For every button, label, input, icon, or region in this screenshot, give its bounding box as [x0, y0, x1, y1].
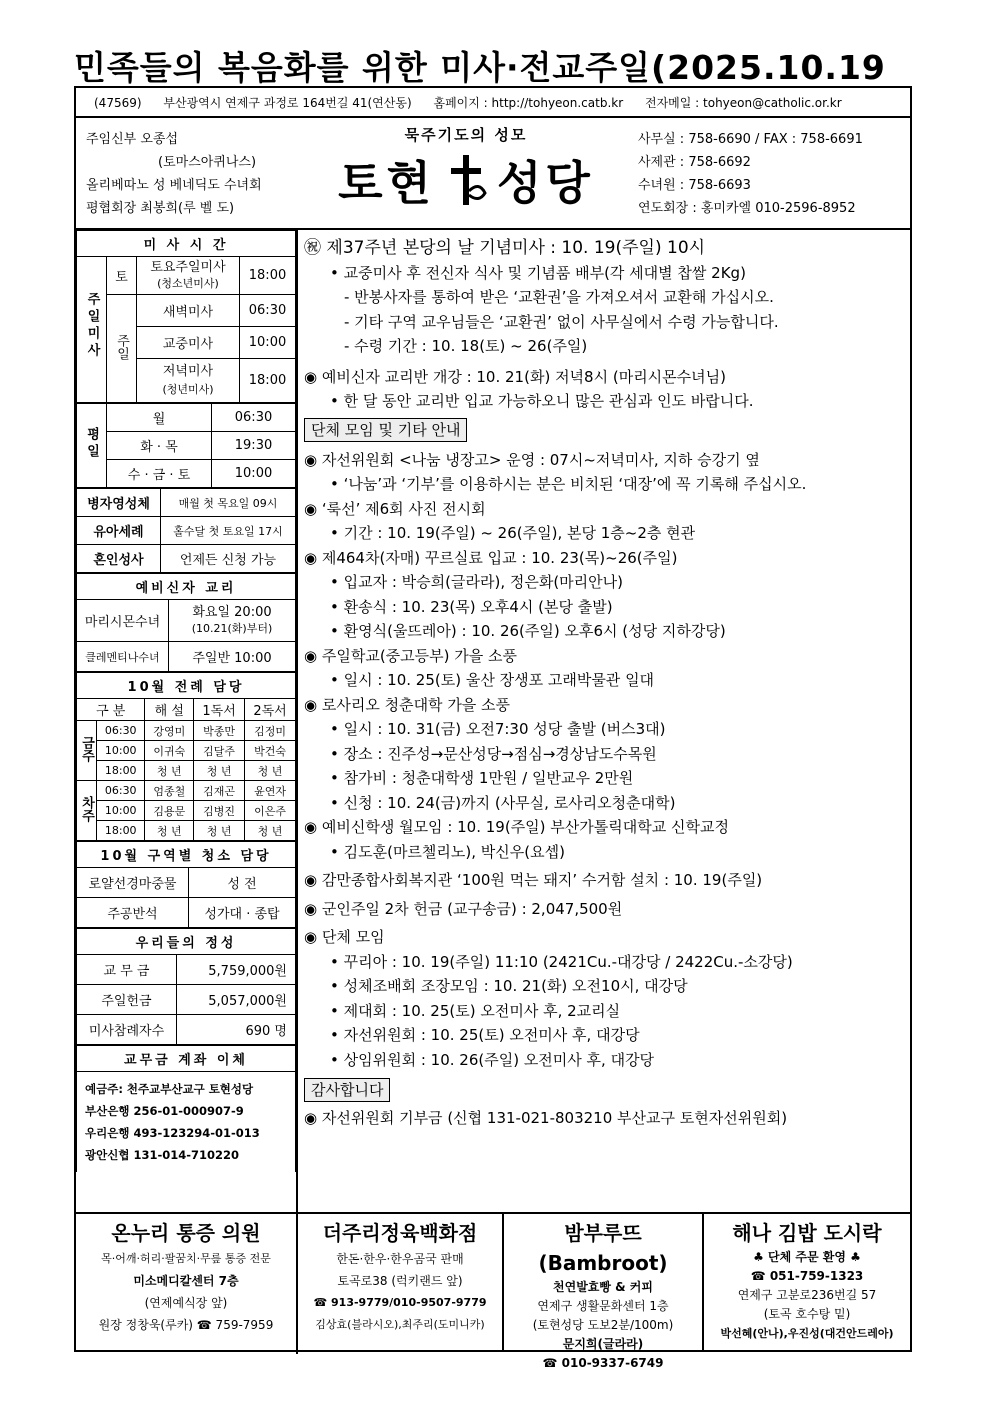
- clean1: 로얄선경마중물: [77, 868, 189, 898]
- dawn-time: 06:30: [240, 295, 296, 327]
- catechism: [76, 573, 296, 672]
- wedding-label: 혼인성사: [77, 545, 161, 573]
- cate2: 클레멘티나수녀: [77, 642, 169, 672]
- funeral-head: 연도회장 : 홍미카엘 010-2596-8952: [638, 201, 856, 216]
- weekday-label: 평일: [77, 404, 107, 488]
- notice-line: • 기간 : 10. 19(주일) ~ 26(주일), 본당 1층~2층 현관: [330, 524, 696, 542]
- notice-line: • 일시 : 10. 25(토) 울산 장생포 고래박물관 일대: [330, 671, 655, 689]
- ad-line: ☎ 913-9779/010-9507-9779: [313, 1296, 487, 1309]
- ad-line: 박선혜(안나),우진성(대건안드레아): [720, 1327, 894, 1340]
- ad-line: 연제구 고분로236번길 57: [737, 1288, 877, 1302]
- weekday-schedule: [76, 403, 296, 488]
- lit-cell: 18:00: [97, 821, 145, 841]
- ad-line: 토곡로38 (럭키랜드 앞): [337, 1274, 463, 1288]
- notice-fridge: ◉ 자선위원회 <나눔 냉장고> 운영 : 07시~저녁미사, 지하 승강기 옆: [304, 450, 760, 469]
- ad-bakery: [504, 1214, 704, 1370]
- lit-cell: 박건숙: [245, 741, 296, 761]
- ad-line: 천연발효빵 & 커피: [553, 1280, 653, 1294]
- notice-meetings: ◉ 단체 모임: [304, 928, 385, 946]
- lit-head: 2독서: [245, 699, 296, 721]
- week1: 금주: [77, 721, 97, 781]
- notice-line: - 반봉사자를 통하여 받은 ‘교환권’을 가져오셔서 교환해 가십시오.: [344, 288, 774, 306]
- lit-cell: 윤연자: [245, 781, 296, 801]
- wedding-value: 언제든 신청 가능: [161, 545, 296, 573]
- lit-cell: 청 년: [245, 761, 296, 781]
- notice-catechism: ◉ 예비신자 교리반 개강 : 10. 21(화) 저녁8시 (마리시몬수녀님): [304, 367, 726, 386]
- off1-value: 5,759,000원: [177, 955, 296, 985]
- wedfrisat: 수 · 금 · 토: [107, 460, 212, 488]
- ad-line: (토현성당 도보2분/100m): [532, 1318, 674, 1332]
- lit-cell: 청 년: [245, 821, 296, 841]
- council-head: 평협회장 최봉희(루 벨 도): [86, 201, 235, 216]
- mass-schedule: [76, 230, 296, 403]
- ad-line: 한돈·한우·한우곰국 판매: [336, 1252, 464, 1266]
- notices: [298, 230, 912, 1354]
- lit-title: 10월 전례 담당: [77, 673, 296, 699]
- lit-cell: 이귀숙: [145, 741, 194, 761]
- address-bar: [76, 88, 910, 118]
- logo-subtitle: 묵주기도의 성모: [404, 126, 528, 144]
- sacraments: [76, 488, 296, 573]
- notice-line: • 신청 : 10. 24(금)까지 (사무실, 로사리오청춘대학): [330, 793, 676, 812]
- off2-value: 5,057,000원: [177, 985, 296, 1015]
- notice-line: • 꾸리아 : 10. 19(주일) 11:10 (2421Cu.-대강당 / 2422Cu.-소강당): [330, 952, 793, 971]
- lit-cell: 박종만: [194, 721, 245, 741]
- staff-info: [86, 128, 262, 220]
- ad-title: 해나 김밥 도시락: [732, 1221, 882, 1245]
- mon: 월: [107, 404, 212, 432]
- ad-line: ☎ 051-759-1323: [750, 1269, 864, 1283]
- ad-title: 밤부루뜨(Bambroot): [538, 1221, 668, 1275]
- section-box-thanks: 감사합니다: [304, 1078, 390, 1102]
- office-phone: 사무실 : 758-6690 / FAX : 758-6691: [638, 132, 863, 147]
- ad-line: ♣ 단체 주문 환영 ♣: [753, 1250, 861, 1264]
- pastor-name: (토마스아퀴나스): [158, 155, 257, 170]
- lit-cell: 청 년: [145, 761, 194, 781]
- lit-cell: 강영미: [145, 721, 194, 741]
- church-logo: [316, 147, 616, 213]
- lit-cell: 청 년: [194, 821, 245, 841]
- ad-clinic: [76, 1214, 298, 1352]
- notice-line: • 교중미사 후 전신자 식사 및 기념품 배부(각 세대별 찹쌀 2Kg): [330, 263, 746, 282]
- pastor: 주임신부 오종섭: [86, 132, 179, 147]
- acct-title: 교무금 계좌 이체: [77, 1046, 296, 1072]
- lit-cell: 06:30: [97, 781, 145, 801]
- acct-holder: 예금주: 천주교부산교구 토현성당: [85, 1082, 254, 1096]
- contact-info: [638, 128, 863, 220]
- evening-time: 18:00: [240, 359, 296, 403]
- clean2: 주공반석: [77, 898, 189, 928]
- tuethu: 화 · 목: [107, 432, 212, 460]
- notice-anniversary: ㊗ 제37주년 본당의 날 기념미사 : 10. 19(주일) 10시: [304, 238, 706, 258]
- liturgy-table: [76, 672, 296, 841]
- cate1: 마리시몬수녀: [77, 600, 169, 642]
- off2: 주일헌금: [77, 985, 177, 1015]
- ad-line: 문지희(글라라): [562, 1337, 644, 1351]
- infant-label: 유아세례: [77, 517, 161, 545]
- rectory-phone: 사제관 : 758-6692: [638, 155, 751, 170]
- sun-label: 주일: [107, 295, 137, 403]
- notice-line: • 환송식 : 10. 23(목) 오후4시 (본당 출발): [330, 597, 613, 616]
- notice-line: • 성체조배회 조장모임 : 10. 21(화) 오전10시, 대강당: [330, 977, 688, 995]
- logo-area: [316, 124, 616, 213]
- lit-cell: 김정미: [245, 721, 296, 741]
- clean-title: 10월 구역별 청소 담당: [77, 842, 296, 868]
- notice-line: • 입교자 : 박승희(글라라), 정은화(마리안나): [330, 573, 623, 591]
- notice-line: • ‘나눔’과 ‘기부’를 이용하시는 분은 비치된 ‘대장’에 꼭 기록해 주십시오.: [330, 475, 807, 493]
- header: [76, 118, 910, 230]
- logo-left: 토현: [338, 156, 435, 210]
- lit-cell: 엄종철: [145, 781, 194, 801]
- notice-line: - 기타 구역 교우님들은 ‘교환권’ 없이 사무실에서 수령 가능합니다.: [344, 312, 779, 331]
- section-box-groups: 단체 모임 및 기타 안내: [304, 418, 467, 442]
- lit-cell: 김재곤: [194, 781, 245, 801]
- ad-line: 김상효(블라시오),최주리(도미니카): [315, 1318, 485, 1331]
- cross-icon: [443, 151, 489, 209]
- mon-time: 06:30: [212, 404, 296, 432]
- dawn-mass: 새벽미사: [137, 295, 240, 327]
- ad-line: ☎ 010-9337-6749: [542, 1356, 664, 1370]
- week2: 차주: [77, 781, 97, 841]
- street-address: 부산광역시 연제구 과정로 164번길 41(연산동): [163, 96, 412, 110]
- notice-line: • 환영식(울뜨레아) : 10. 26(주일) 오후6시 (성당 지하강당): [330, 622, 726, 640]
- cleaning-table: [76, 841, 296, 928]
- sat-mass-sub: (청소년미사): [157, 276, 219, 290]
- off-title: 우리들의 정성: [77, 929, 296, 955]
- ad-line: 미소메디칼센터 7층: [133, 1274, 239, 1288]
- sunday-label: 주일미사: [77, 257, 107, 403]
- lit-head: 1독서: [194, 699, 245, 721]
- notice-line: • 상임위원회 : 10. 26(주일) 오전미사 후, 대강당: [330, 1050, 655, 1069]
- sick-label: 병자영성체: [77, 489, 161, 517]
- acct-shinhyup: 광안신협 131-014-710220: [85, 1148, 240, 1162]
- offering-table: [76, 928, 296, 1045]
- notice-line: • 일시 : 10. 31(금) 오전7:30 성당 출발 (버스3대): [330, 720, 666, 738]
- lit-cell: 06:30: [97, 721, 145, 741]
- sat-mass: 토요주일미사: [150, 259, 226, 275]
- notice-seminary: ◉ 예비신학생 월모임 : 10. 19(주일) 부산가톨릭대학교 신학교정: [304, 818, 729, 836]
- ad-title: 더주리정육백화점: [322, 1221, 478, 1245]
- lit-cell: 10:00: [97, 801, 145, 821]
- lit-cell: 청 년: [145, 821, 194, 841]
- notice-donation: ◉ 자선위원회 기부금 (신협 131-021-803210 부산교구 토현자선위원회): [304, 1109, 788, 1127]
- lit-cell: 이은주: [245, 801, 296, 821]
- notice-line: • 자선위원회 : 10. 25(토) 오전미사 후, 대강당: [330, 1026, 640, 1044]
- ad-butcher: [298, 1214, 504, 1352]
- lit-cell: 청 년: [194, 761, 245, 781]
- off3: 미사참례자수: [77, 1015, 177, 1045]
- homepage[interactable]: 홈페이지 : http://tohyeon.catb.kr: [433, 96, 624, 110]
- evening-sub: (청년미사): [162, 382, 214, 396]
- lit-cell: 김병진: [194, 801, 245, 821]
- clean1-value: 성 전: [189, 868, 296, 898]
- email[interactable]: 전자메일 : tohyeon@catholic.or.kr: [644, 96, 842, 110]
- lit-head: 해 설: [145, 699, 194, 721]
- acct-busan: 부산은행 256-01-000907-9: [85, 1104, 244, 1118]
- lit-head: 구 분: [77, 699, 145, 721]
- lit-cell: 김용문: [145, 801, 194, 821]
- cate1-start: (10.21(화)부터): [191, 621, 273, 635]
- ad-line: 원장 정창욱(루카) ☎ 759-7959: [98, 1318, 274, 1332]
- mass-title: 미 사 시 간: [77, 231, 296, 257]
- notice-line: • 제대회 : 10. 25(토) 오전미사 후, 2교리실: [330, 1001, 621, 1020]
- sisters: 올리베따노 성 베네딕도 수녀회: [86, 178, 262, 193]
- notice-line: • 한 달 동안 교리반 입교 가능하오니 많은 관심과 인도 바랍니다.: [330, 392, 754, 410]
- notice-line: - 수령 기간 : 10. 18(토) ~ 26(주일): [344, 337, 588, 355]
- off1: 교 무 금: [77, 955, 177, 985]
- evening-mass: 저녁미사: [162, 363, 214, 379]
- notice-photo: ◉ ‘룩선’ 제6회 사진 전시회: [304, 499, 486, 518]
- zip: (47569): [94, 96, 142, 110]
- sat-time: 18:00: [240, 257, 296, 295]
- convent-phone: 수녀원 : 758-6693: [638, 178, 751, 193]
- notice-piggy: ◉ 감만종합사회복지관 ‘100원 먹는 돼지’ 수거함 설치 : 10. 19(주일): [304, 871, 763, 889]
- cate-title: 예비신자 교리: [77, 574, 296, 600]
- lit-cell: 18:00: [97, 761, 145, 781]
- infant-value: 홀수달 첫 토요일 17시: [161, 517, 296, 545]
- ad-line: 연제구 생활문화센터 1층: [537, 1299, 669, 1313]
- notice-rosary: ◉ 로사리오 청춘대학 가을 소풍: [304, 695, 511, 714]
- lit-cell: 10:00: [97, 741, 145, 761]
- ad-kimbap: [704, 1214, 910, 1352]
- cate1-time: 화요일 20:00: [192, 604, 272, 620]
- off3-value: 690 명: [177, 1015, 296, 1045]
- tuethu-time: 19:30: [212, 432, 296, 460]
- notice-military: ◉ 군인주일 2차 헌금 (교구송금) : 2,047,500원: [304, 899, 623, 918]
- account-table: [76, 1045, 296, 1172]
- sick-value: 매월 첫 목요일 09시: [161, 489, 296, 517]
- notice-line: • 김도훈(마르첼리노), 박신우(요셉): [330, 842, 565, 861]
- page-title: 민족들의 복음화를 위한 미사·전교주일(2025.10.19: [74, 48, 886, 87]
- logo-right: 성당: [497, 156, 594, 210]
- wedfrisat-time: 10:00: [212, 460, 296, 488]
- clean2-value: 성가대 · 종탑: [189, 898, 296, 928]
- main-time: 10:00: [240, 327, 296, 359]
- lit-cell: 김달주: [194, 741, 245, 761]
- left-column: [76, 230, 298, 1354]
- notice-cursillo: ◉ 제464차(자매) 꾸르실료 입교 : 10. 23(목)~26(주일): [304, 548, 678, 567]
- notice-line: • 참가비 : 청춘대학생 1만원 / 일반교우 2만원: [330, 769, 634, 787]
- ad-line: (연제예식장 앞): [144, 1296, 228, 1310]
- acct-woori: 우리은행 493-123294-01-013: [85, 1126, 260, 1140]
- ad-line: 목·어깨·허리·팔꿈치·무릎 통증 전문: [101, 1252, 271, 1265]
- ads-row: [76, 1212, 910, 1370]
- cate2-time: 주일반 10:00: [169, 642, 296, 672]
- notice-line: • 장소 : 진주성→문산성당→점심→경상남도수목원: [330, 744, 657, 763]
- notice-school: ◉ 주일학교(중고등부) 가을 소풍: [304, 646, 517, 665]
- ad-line: (토곡 호수탕 밑): [763, 1307, 851, 1321]
- sat-label: 토: [107, 257, 137, 295]
- ad-title: 온누리 통증 의원: [111, 1221, 261, 1245]
- main-mass: 교중미사: [137, 327, 240, 359]
- bulletin-frame: [74, 86, 912, 1370]
